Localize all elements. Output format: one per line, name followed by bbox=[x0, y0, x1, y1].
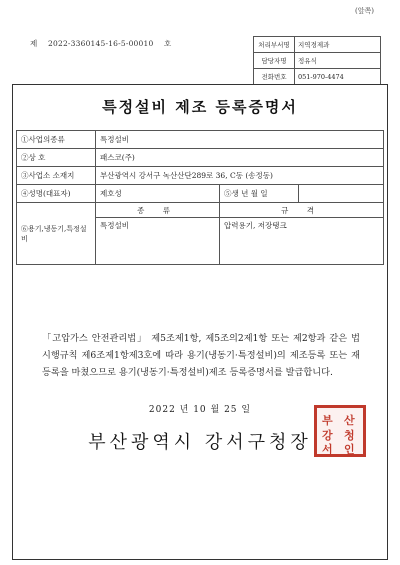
table-row bbox=[17, 167, 384, 185]
table-row bbox=[17, 149, 384, 167]
issue-date: 2022 년 10 월 25 일 bbox=[148, 405, 252, 415]
field-value: 특정설비 bbox=[96, 131, 384, 149]
office-row bbox=[254, 53, 381, 69]
office-info-table bbox=[253, 36, 381, 85]
table-row bbox=[17, 203, 384, 218]
field-label: ⑥용기,냉동기,특정설비 bbox=[17, 203, 96, 265]
office-row bbox=[254, 37, 381, 53]
field-value bbox=[299, 185, 384, 203]
office-key: 담당자명 bbox=[254, 53, 295, 69]
field-value: 패스코(주) bbox=[96, 149, 384, 167]
doc-number-label: 제 bbox=[30, 39, 38, 48]
table-row bbox=[17, 185, 384, 203]
field-label: ②상 호 bbox=[17, 149, 96, 167]
official-seal: 부 산 강 청 서 인 bbox=[314, 405, 366, 457]
page-side-note: (앞쪽) bbox=[355, 7, 374, 15]
registration-table bbox=[16, 130, 384, 265]
column-header: 규 격 bbox=[220, 203, 384, 218]
field-label: ③사업소 소재지 bbox=[17, 167, 96, 185]
office-value: 051-970-4474 bbox=[295, 69, 381, 85]
column-header: 종 류 bbox=[96, 203, 220, 218]
field-value: 특정설비 bbox=[96, 218, 220, 265]
office-value: 정유식 bbox=[295, 53, 381, 69]
document-number bbox=[30, 38, 172, 49]
field-value: 부산광역시 강서구 녹산산단289로 36, C동 (송정동) bbox=[96, 167, 384, 185]
field-label: ④성명(대표자) bbox=[17, 185, 96, 203]
field-value: 제호성 bbox=[96, 185, 220, 203]
table-row bbox=[17, 131, 384, 149]
office-key: 전화번호 bbox=[254, 69, 295, 85]
document-title: 특정설비 제조 등록증명서 bbox=[102, 98, 298, 116]
issuer-name: 부산광역시 강서구청장 bbox=[88, 432, 312, 453]
doc-number-suffix: 호 bbox=[164, 39, 172, 48]
certificate-body-text: 「고압가스 안전관리법」 제5조제1항, 제5조의2제1항 또는 제2항과 같은 법 시행규칙 제6조제1항제3호에 따라 용기(냉동기·특정설비)의 제조등록 또는 재등록을 마쳤으므로 용기(냉동기·특정설비)제조 등록증명서를 발급합니다. bbox=[42, 333, 360, 378]
office-value: 지역경제과 bbox=[295, 37, 381, 53]
office-key: 처리부서명 bbox=[254, 37, 295, 53]
office-row bbox=[254, 69, 381, 85]
doc-number-value: 2022-3360145-16-5-00010 bbox=[48, 39, 154, 48]
field-value: 압력용기, 저장탱크 bbox=[220, 218, 384, 265]
field-label: ⑤생 년 월 일 bbox=[220, 185, 299, 203]
field-label: ①사업의종류 bbox=[17, 131, 96, 149]
